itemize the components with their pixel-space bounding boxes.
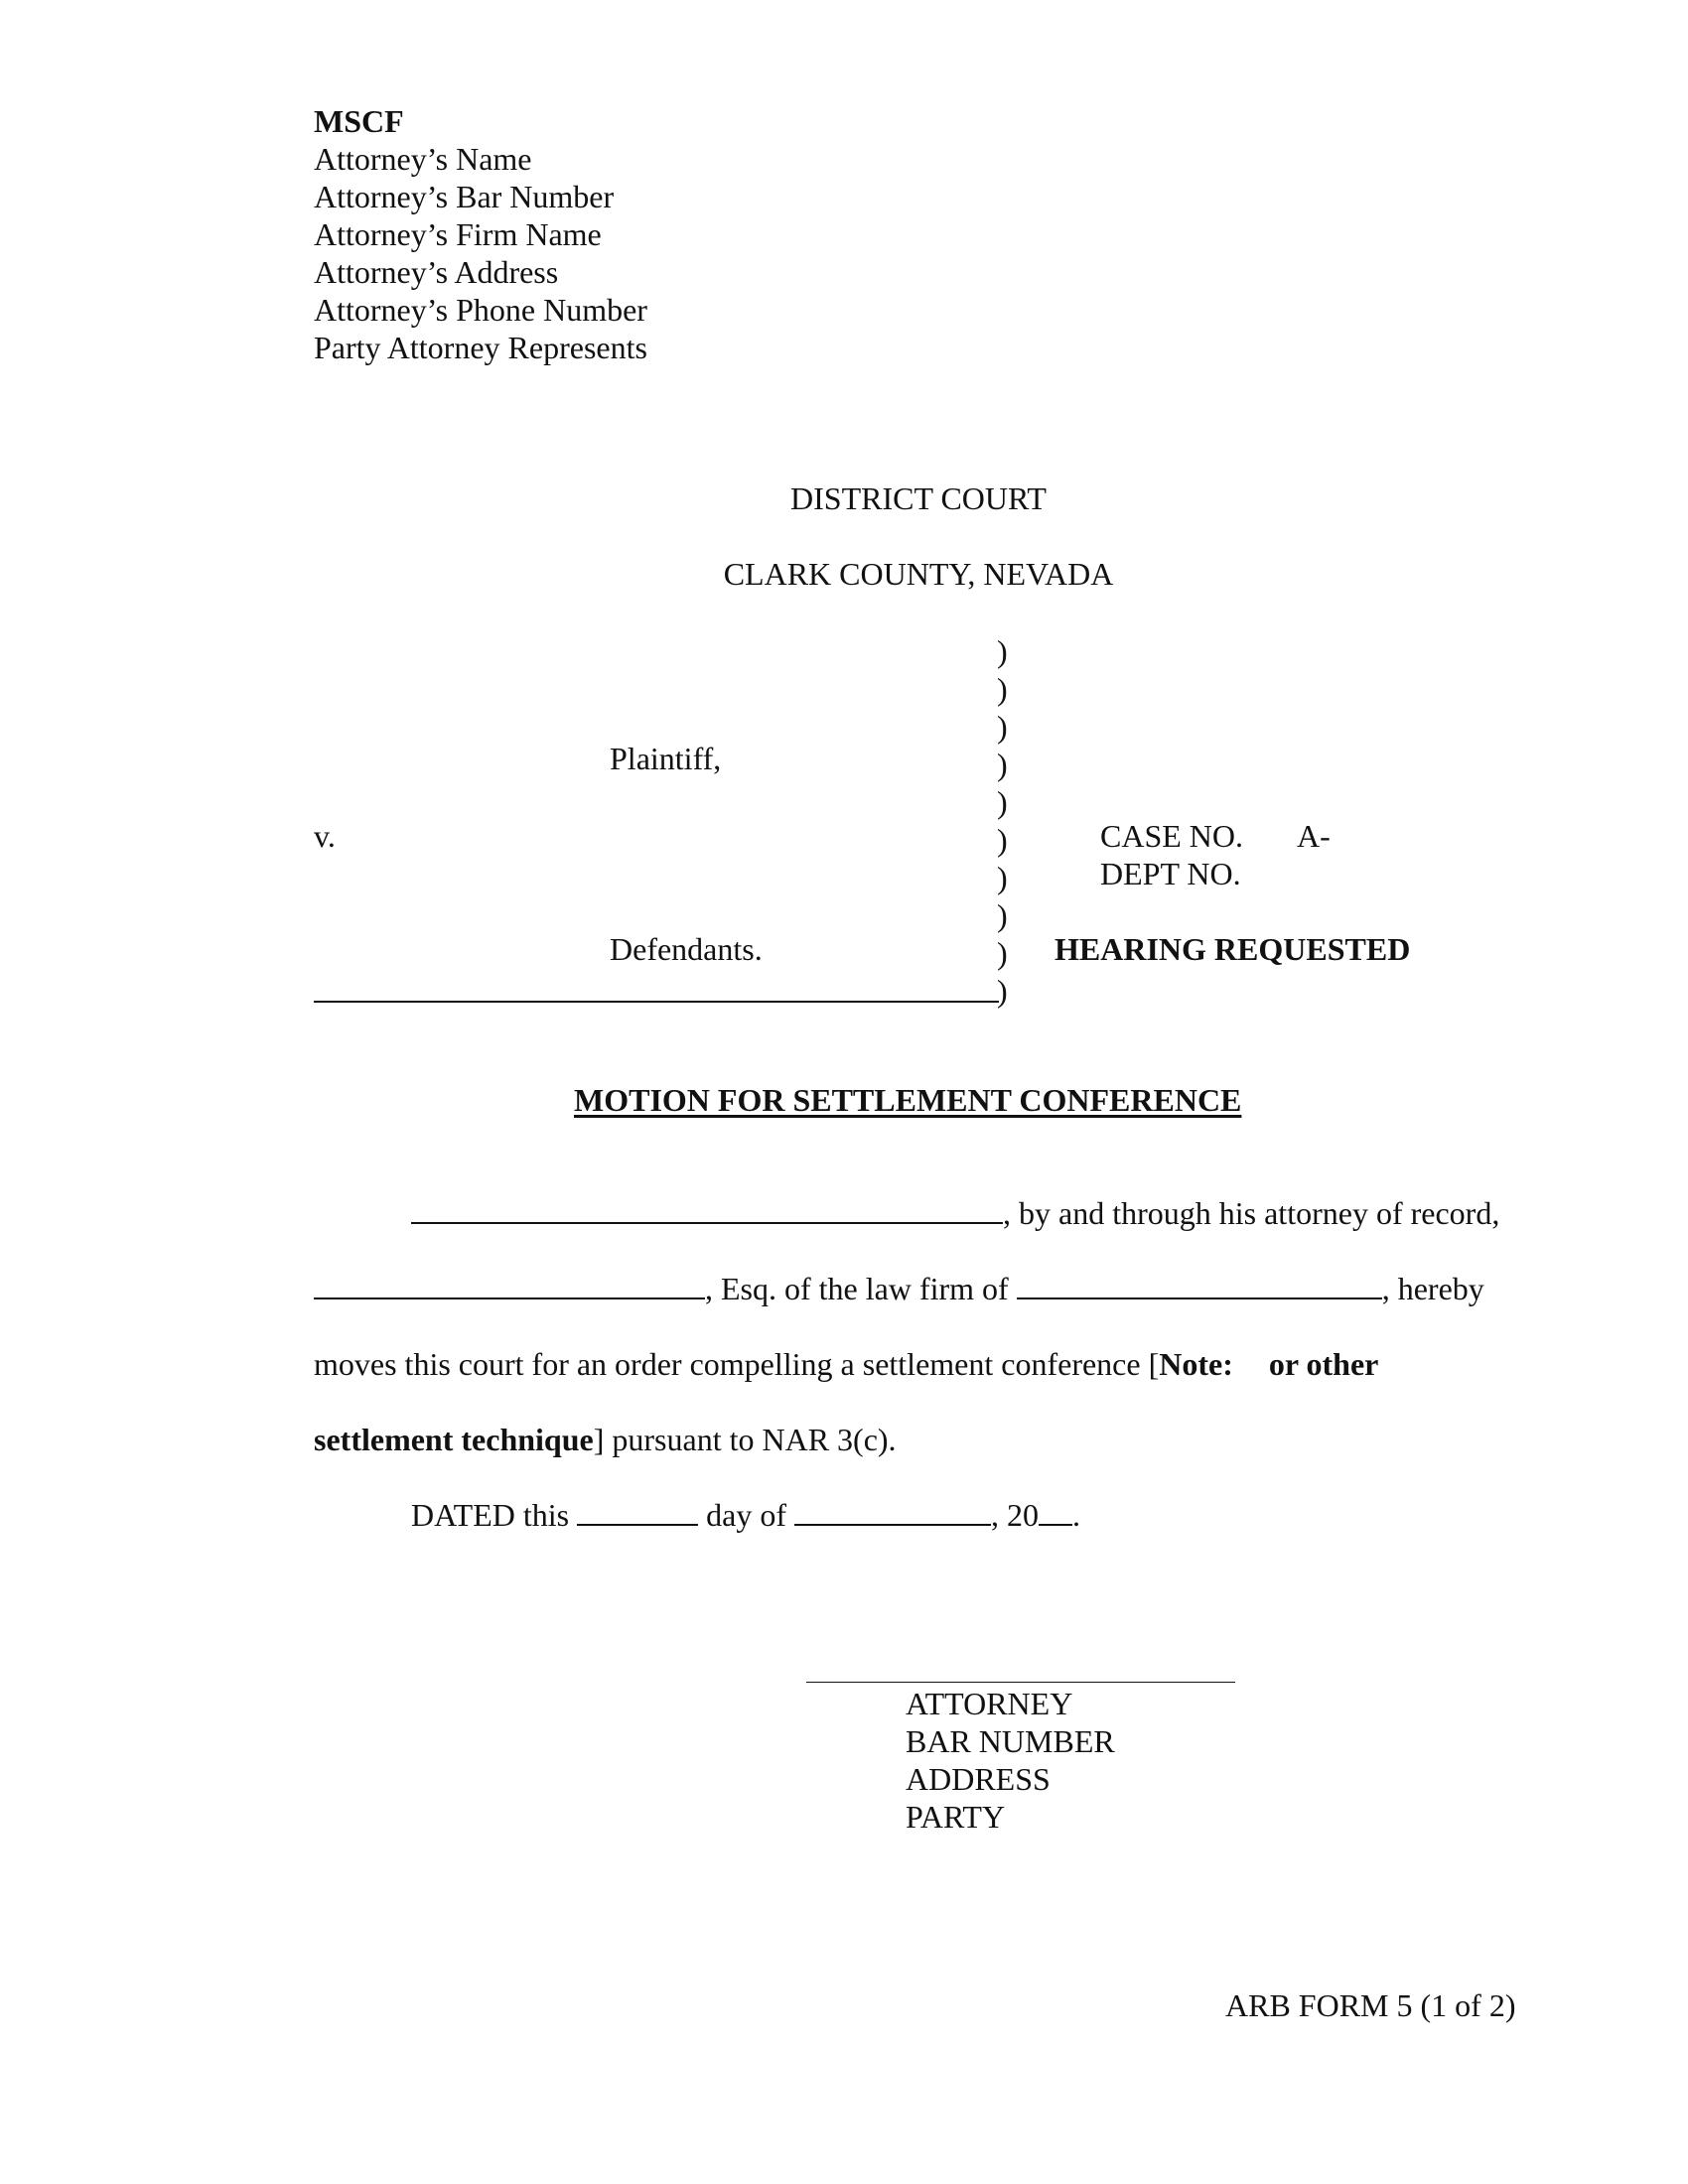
signature-bar-number: BAR NUMBER [906, 1723, 1115, 1759]
dept-number-label: DEPT NO. [1100, 856, 1241, 891]
caption-paren: ) [997, 935, 1008, 971]
dated-line [411, 1499, 1080, 1531]
case-number-value: A- [1297, 818, 1331, 854]
caption-paren: ) [997, 860, 1008, 895]
attorney-firm-name-line: Attorney’s Firm Name [314, 216, 602, 252]
caption-paren: ) [997, 973, 1008, 1009]
body-line-2 [314, 1273, 1484, 1304]
client-name-blank[interactable] [411, 1221, 1003, 1224]
document-title: MOTION FOR SETTLEMENT CONFERENCE [574, 1082, 1242, 1118]
body-line-2-text-a: , Esq. of the law firm of [705, 1271, 1009, 1306]
caption-paren: ) [997, 784, 1008, 820]
signature-line[interactable] [806, 1682, 1235, 1683]
case-number-label: CASE NO. [1100, 818, 1244, 854]
hearing-requested-label: HEARING REQUESTED [1055, 931, 1411, 967]
versus-label: v. [314, 818, 336, 854]
party-represented-line: Party Attorney Represents [314, 330, 647, 365]
defendant-label: Defendants. [610, 931, 763, 967]
caption-paren: ) [997, 822, 1008, 858]
dated-text-a: DATED this [411, 1497, 570, 1533]
attorney-address-line: Attorney’s Address [314, 254, 559, 290]
caption-paren: ) [997, 897, 1008, 933]
caption-paren: ) [997, 671, 1008, 707]
caption-paren: ) [997, 633, 1008, 669]
form-code: MSCF [314, 103, 404, 139]
plaintiff-label: Plaintiff, [610, 741, 722, 776]
court-county: CLARK COUNTY, NEVADA [723, 556, 1114, 592]
attorney-phone-line: Attorney’s Phone Number [314, 292, 647, 328]
attorney-name-blank[interactable] [314, 1297, 705, 1299]
signature-attorney: ATTORNEY [906, 1686, 1073, 1721]
day-blank[interactable] [577, 1523, 698, 1526]
body-line-1-text: , by and through his attorney of record, [1003, 1195, 1500, 1231]
signature-address: ADDRESS [906, 1761, 1051, 1797]
dated-text-b: day of [706, 1497, 786, 1533]
signature-party: PARTY [906, 1799, 1006, 1835]
body-line-3 [314, 1348, 1378, 1380]
dated-text-c: , 20 [990, 1497, 1039, 1533]
attorney-bar-number-line: Attorney’s Bar Number [314, 179, 615, 214]
caption-bottom-rule [314, 1001, 999, 1003]
form-footer: ARB FORM 5 (1 of 2) [1225, 1987, 1516, 2023]
caption-paren: ) [997, 747, 1008, 782]
year-blank[interactable] [1039, 1523, 1072, 1526]
or-other-label: or other [1268, 1346, 1379, 1382]
body-line-4 [314, 1424, 897, 1455]
body-line-3-text: moves this court for an order compelling a settlement conference [ [314, 1346, 1160, 1382]
body-line-1 [411, 1197, 1499, 1229]
court-name: DISTRICT COURT [790, 480, 1047, 516]
caption-paren: ) [997, 709, 1008, 745]
attorney-name-line: Attorney’s Name [314, 141, 532, 177]
law-firm-blank[interactable] [1017, 1297, 1382, 1299]
body-line-2-text-b: , hereby [1381, 1271, 1484, 1306]
note-label: Note: [1159, 1346, 1233, 1382]
body-line-4-text: ] pursuant to NAR 3(c). [593, 1422, 897, 1457]
month-blank[interactable] [794, 1523, 991, 1526]
dated-text-d: . [1071, 1497, 1080, 1533]
settlement-technique-label: settlement technique [314, 1422, 594, 1457]
